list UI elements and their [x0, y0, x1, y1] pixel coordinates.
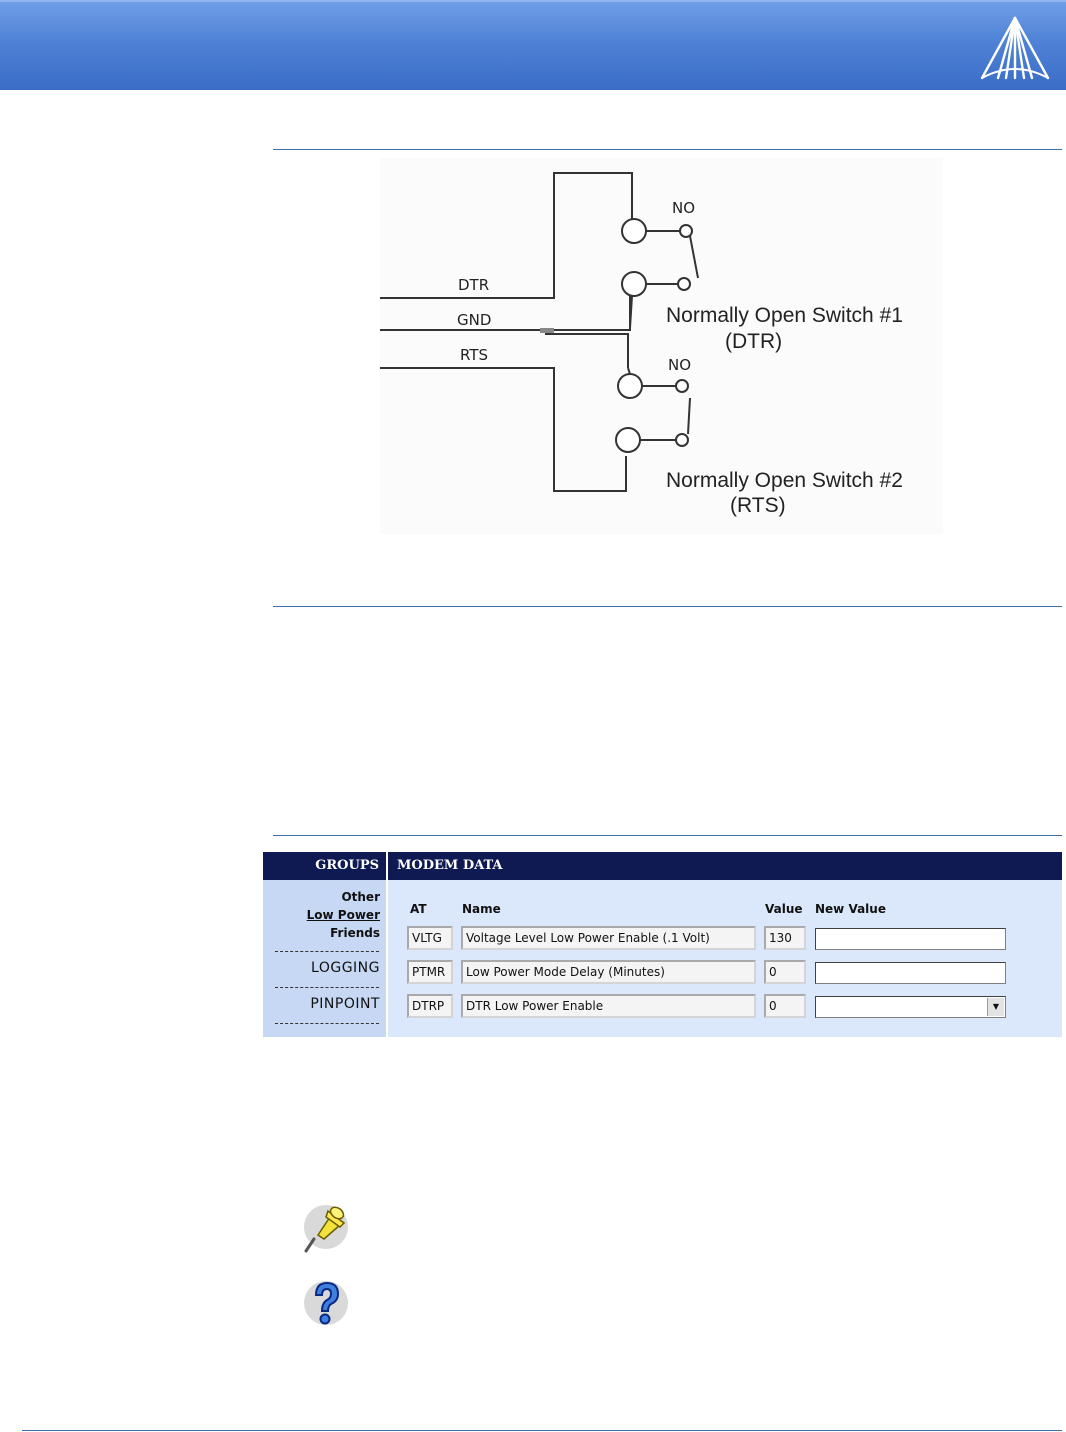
- screenshot-top-rule: [273, 835, 1062, 836]
- sidebar-section-logging[interactable]: LOGGING: [311, 960, 380, 976]
- column-divider: [386, 852, 388, 1037]
- switch1-title: Normally Open Switch #1: [666, 304, 903, 327]
- row-ptmr-new-value-input[interactable]: [815, 962, 1006, 984]
- switch1-blade: [690, 236, 698, 278]
- row-dtrp-value: 0: [764, 994, 806, 1018]
- switch2-terminal-top: [618, 374, 642, 398]
- row-dtrp-new-value-select[interactable]: [815, 996, 1006, 1018]
- sidebar-item-other[interactable]: Other: [341, 890, 380, 904]
- question-mark-icon: [300, 1275, 352, 1331]
- switch2-terminal-bottom: [616, 428, 640, 452]
- footer-rule: [22, 1430, 1062, 1431]
- switch2-no-label: NO: [668, 356, 692, 374]
- row-vltg-value: 130: [764, 926, 806, 950]
- row-dtrp-at: DTRP: [407, 994, 453, 1018]
- modem-header-bar: [263, 852, 1062, 880]
- page-header-band: [0, 0, 1066, 90]
- row-dtrp-name: DTR Low Power Enable: [461, 994, 756, 1018]
- sidebar-section-pinpoint[interactable]: PINPOINT: [310, 996, 380, 1012]
- modem-config-screenshot: [263, 852, 1062, 1037]
- sidebar-item-low-power[interactable]: Low Power: [306, 908, 380, 922]
- switch1-terminal-bottom: [622, 272, 646, 296]
- gnd-wire-branch: [545, 334, 628, 368]
- wiring-diagram: [380, 158, 943, 534]
- figure-bottom-rule: [273, 606, 1062, 607]
- brand-tower-icon: [978, 14, 1052, 82]
- row-vltg-new-value-input[interactable]: [815, 928, 1006, 950]
- gnd-label: GND: [457, 311, 492, 329]
- row-vltg-at: VLTG: [407, 926, 453, 950]
- col-header-value: Value: [765, 902, 803, 916]
- modem-data-heading: MODEM DATA: [397, 858, 503, 873]
- col-header-name: Name: [462, 902, 501, 916]
- rts-label: RTS: [460, 346, 489, 364]
- switch1-subtitle: (DTR): [725, 330, 783, 353]
- switch1-terminal-top: [622, 219, 646, 243]
- sidebar-item-friends[interactable]: Friends: [330, 926, 380, 940]
- switch2-title: Normally Open Switch #2: [666, 469, 903, 492]
- chevron-down-icon[interactable]: ▼: [987, 998, 1004, 1016]
- sidebar-divider: [275, 987, 379, 988]
- rts-wire: [380, 368, 626, 491]
- sidebar-divider: [275, 951, 379, 952]
- switch2-subtitle: (RTS): [730, 494, 786, 517]
- sidebar-divider: [275, 1023, 379, 1024]
- col-header-new-value: New Value: [815, 902, 886, 916]
- switch2-blade: [688, 398, 690, 434]
- groups-heading: GROUPS: [315, 858, 379, 873]
- col-header-at: AT: [410, 902, 427, 916]
- wiring-diagram-svg: [380, 158, 943, 534]
- figure-top-rule: [273, 149, 1062, 150]
- switch1-no-label: NO: [672, 199, 696, 217]
- dtr-label: DTR: [458, 276, 490, 294]
- row-vltg-name: Voltage Level Low Power Enable (.1 Volt): [461, 926, 756, 950]
- row-ptmr-name: Low Power Mode Delay (Minutes): [461, 960, 756, 984]
- dtr-wire: [380, 173, 632, 298]
- pushpin-note-icon: [300, 1199, 352, 1255]
- row-ptmr-value: 0: [764, 960, 806, 984]
- row-ptmr-at: PTMR: [407, 960, 453, 984]
- groups-sidebar: [263, 880, 386, 1037]
